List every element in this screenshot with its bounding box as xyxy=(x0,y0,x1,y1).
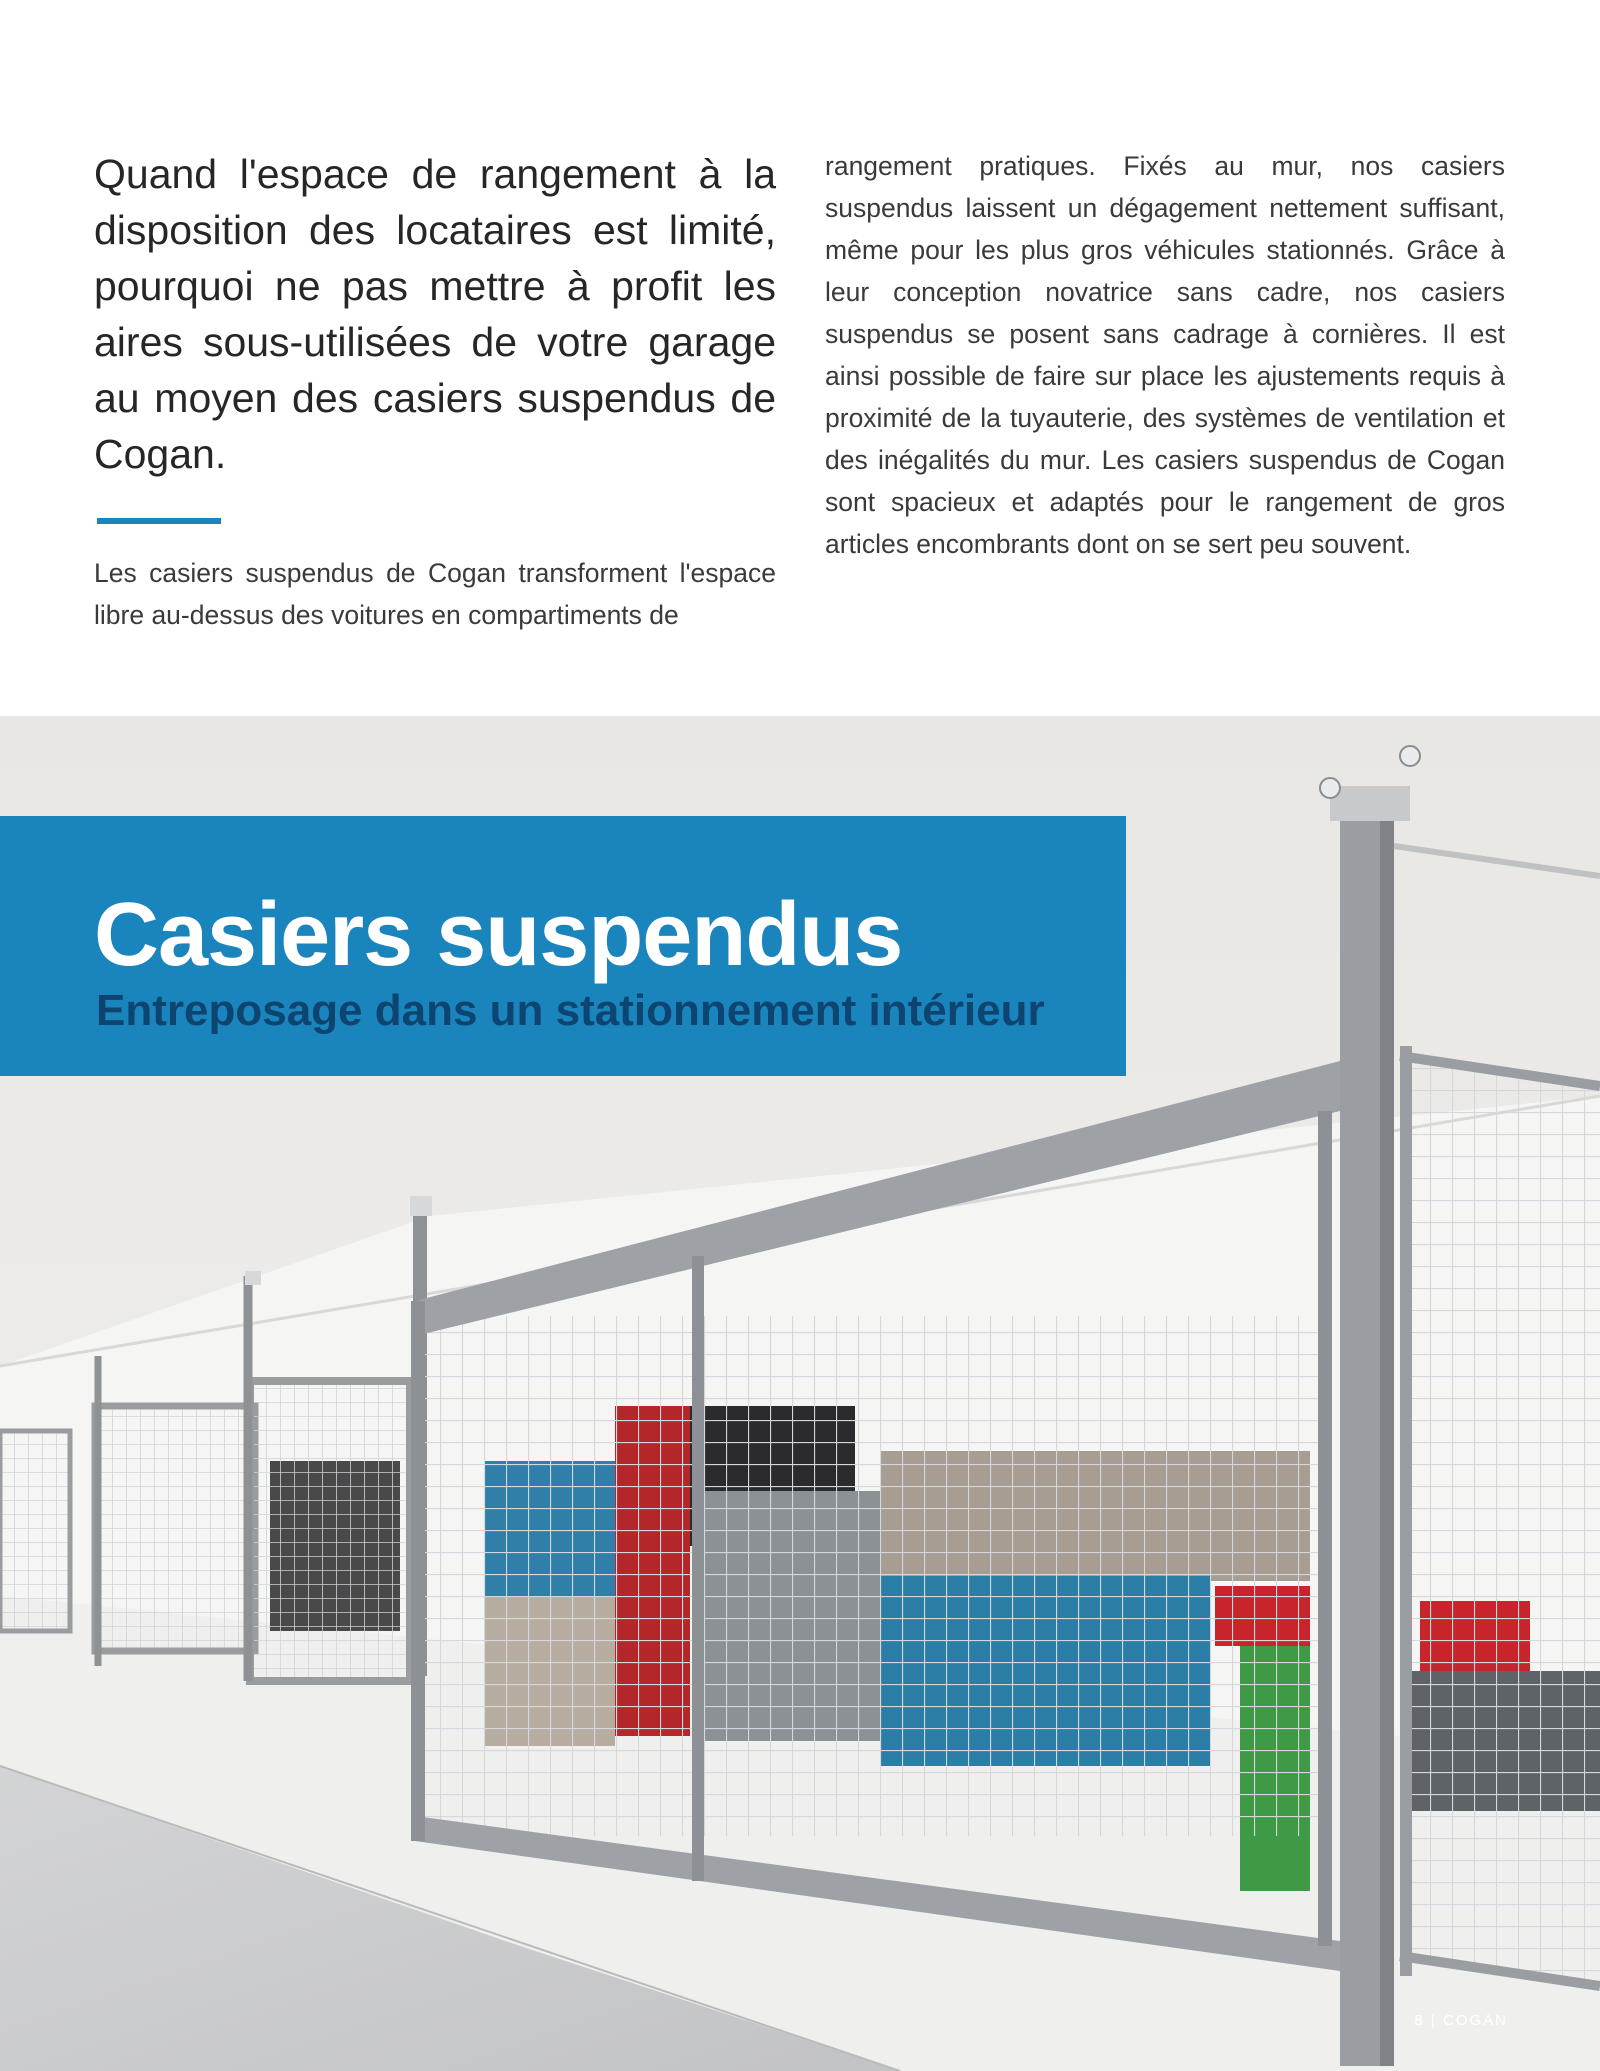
intro-left-column xyxy=(94,146,776,636)
accent-divider xyxy=(97,518,221,524)
intro-right-column xyxy=(825,145,1505,565)
intro-section xyxy=(0,0,1600,716)
intro-body-left: Les casiers suspendus de Cogan transforment l'espace libre au-dessus des voitures en compartiments de xyxy=(94,558,776,630)
intro-lead: Quand l'espace de rangement à la disposition des locataires est limité, pourquoi ne pas mettre à profit les aires sous-utilisées de votre garage au moyen des casiers suspendus de Cogan. xyxy=(94,151,776,477)
banner-subtitle: Entreposage dans un stationnement intérieur xyxy=(96,986,1045,1035)
banner-title: Casiers suspendus xyxy=(94,885,903,985)
intro-body-right: rangement pratiques. Fixés au mur, nos casiers suspendus laissent un dégagement nettement suffisant, même pour les plus gros véhicules stationnés. Grâce à leur conception novatrice sans cadre, nos casiers suspendus se posent sans cadrage à cornières. Il est ainsi possible de faire sur place les ajustements requis à proximité de la tuyauterie, des systèmes de ventilation et des inégalités du mur. Les casiers suspendus de Cogan sont spacieux et adaptés pour le rangement de gros articles encombrants dont on se sert peu souvent. xyxy=(825,151,1505,559)
title-banner xyxy=(0,816,1126,1076)
page-footer: 8 | COGAN xyxy=(1414,2012,1508,2029)
